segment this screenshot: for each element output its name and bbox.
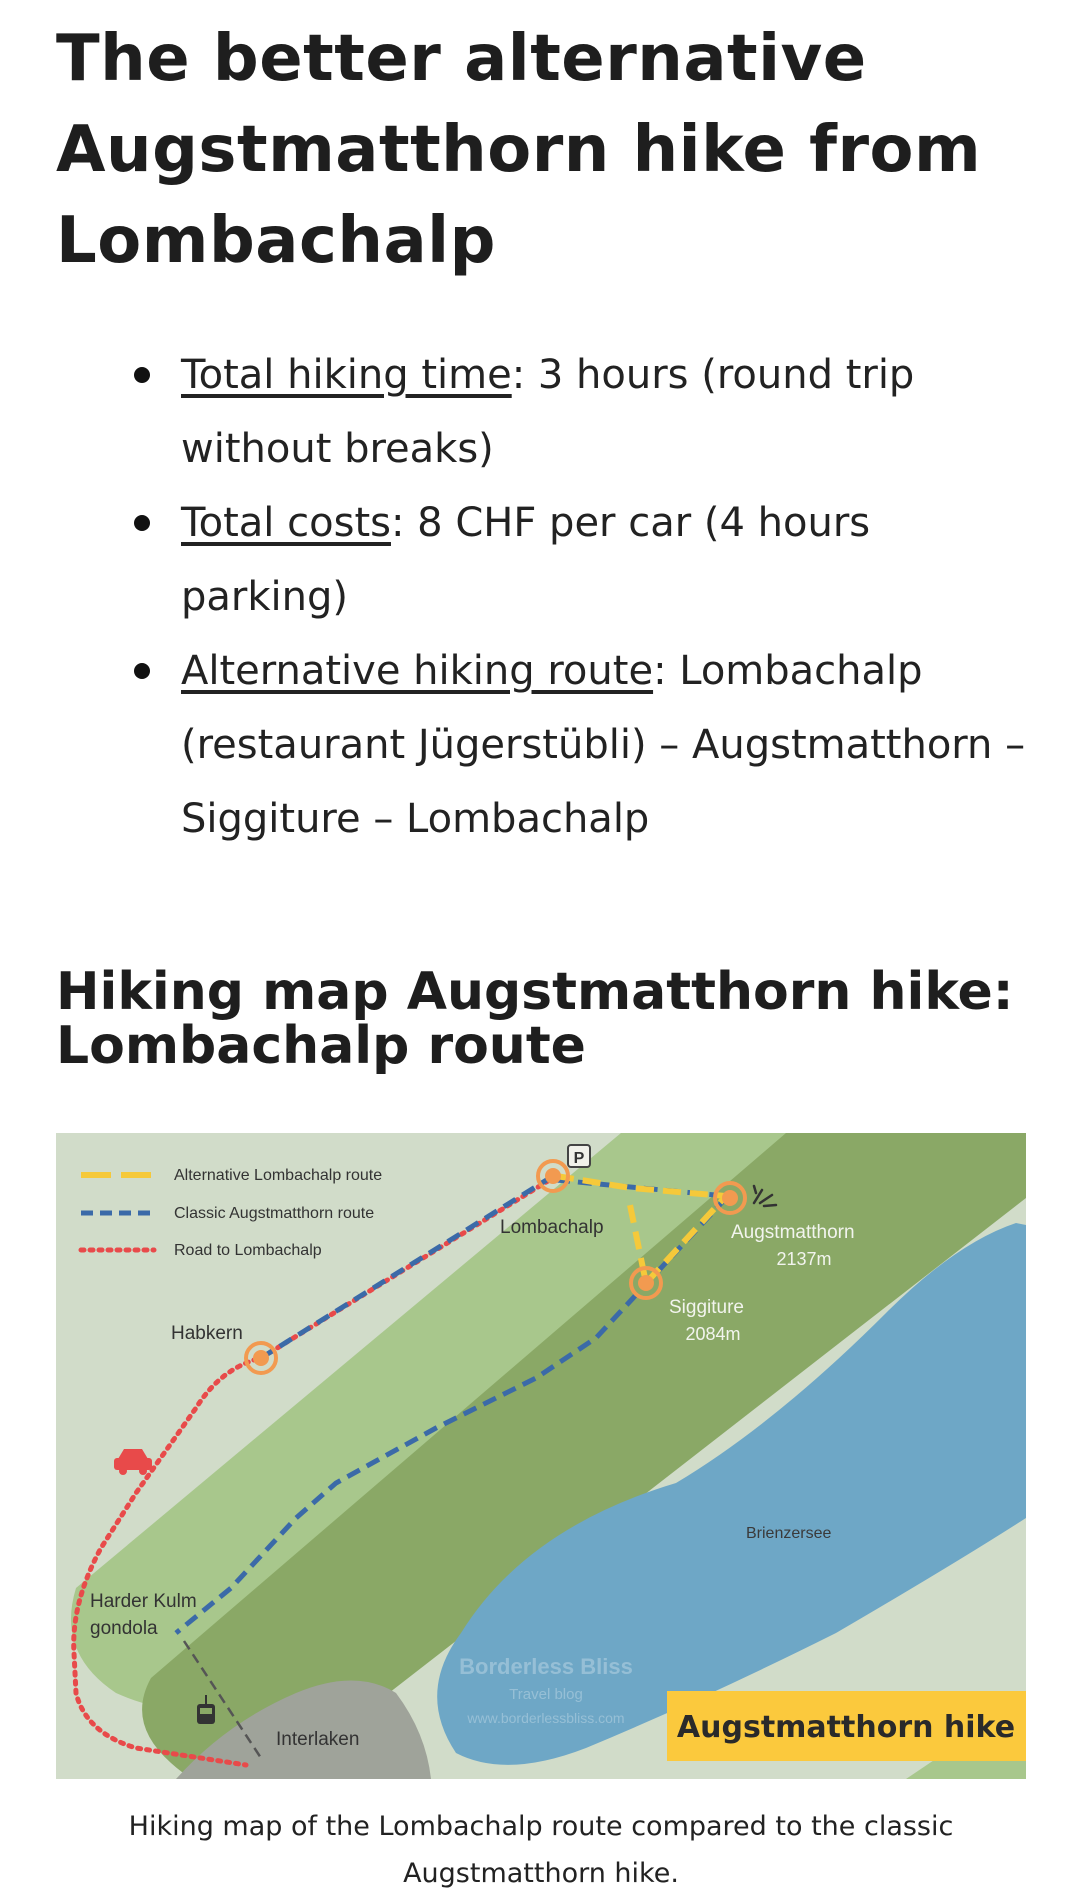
parking-sign-icon xyxy=(568,1145,590,1167)
fact-hiking-time xyxy=(125,338,1045,486)
watermark-url: www.borderlessbliss.com xyxy=(467,1710,625,1726)
place-brienzersee: Brienzersee xyxy=(746,1525,832,1542)
place-augstmatthorn-altitude: 2137m xyxy=(776,1249,832,1269)
fact-hiking-time-label[interactable]: Total hiking time xyxy=(181,352,512,398)
fact-route-text: : Lombachalp (restaurant Jügerstübli) – Augstmatthorn – Siggiture – Lombachalp xyxy=(181,648,1026,842)
place-habkern: Habkern xyxy=(171,1323,243,1344)
place-lombachalp: Lombachalp xyxy=(500,1217,604,1238)
fact-costs-label[interactable]: Total costs xyxy=(181,500,391,546)
fact-route xyxy=(125,634,1045,856)
hiking-map-svg xyxy=(56,1133,1026,1779)
map-title-banner-label: Augstmatthorn hike xyxy=(676,1710,1016,1745)
map-title-banner xyxy=(667,1691,1026,1761)
legend-classic-label: Classic Augstmatthorn route xyxy=(174,1205,375,1222)
watermark-brand: Borderless Bliss xyxy=(459,1654,633,1679)
fact-costs xyxy=(125,486,1045,634)
article-title: The better alternative Augstmatthorn hike from Lombachalp xyxy=(56,22,982,278)
place-harder-kulm: Harder Kulm xyxy=(90,1591,197,1612)
legend-alternative-label: Alternative Lombachalp route xyxy=(174,1167,383,1184)
hiking-map xyxy=(56,1133,1026,1779)
place-harder-kulm-gondola: gondola xyxy=(90,1618,158,1639)
place-siggiture-altitude: 2084m xyxy=(685,1324,741,1344)
map-caption: Hiking map of the Lombachalp route compared to the classic Augstmatthorn hike. xyxy=(128,1811,954,1889)
fact-route-label[interactable]: Alternative hiking route xyxy=(181,648,654,694)
section-heading: Hiking map Augstmatthorn hike: Lombachalp route xyxy=(56,962,1014,1076)
fact-hiking-time-text: : 3 hours (round trip without breaks) xyxy=(181,352,915,472)
parking-sign-label: P xyxy=(573,1150,585,1167)
watermark-tagline: Travel blog xyxy=(509,1686,583,1703)
place-interlaken: Interlaken xyxy=(276,1729,360,1750)
fact-costs-text: : 8 CHF per car (4 hours parking) xyxy=(181,500,871,620)
place-augstmatthorn: Augstmatthorn xyxy=(731,1222,855,1243)
legend-road-label: Road to Lombachalp xyxy=(174,1242,322,1259)
facts-list xyxy=(125,338,1045,856)
place-siggiture: Siggiture xyxy=(669,1297,744,1318)
